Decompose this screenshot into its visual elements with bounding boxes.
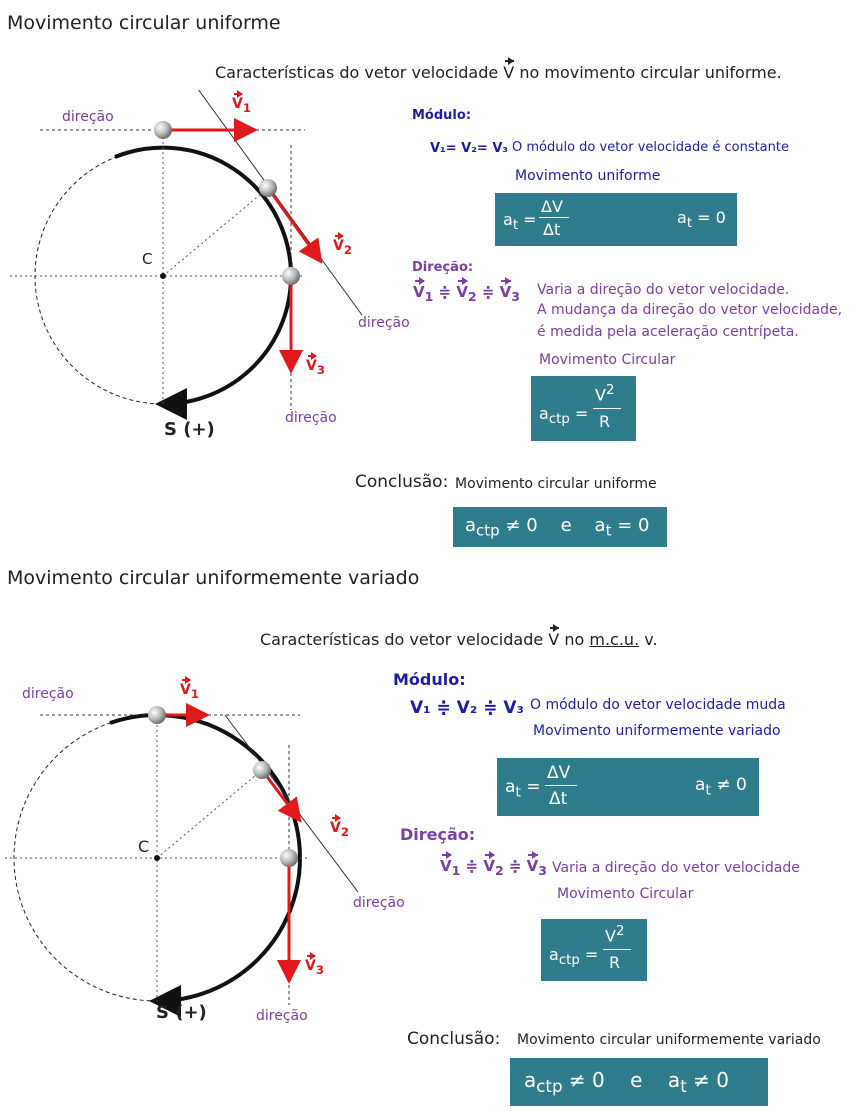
- direcao-line2-1: A mudança da direção do vetor velocidade,: [537, 302, 843, 318]
- radius-line: [163, 188, 268, 276]
- modulo-text-1: O módulo do vetor velocidade é constante: [512, 140, 789, 155]
- radius-line: [157, 770, 262, 858]
- direcao-type-1: Movimento Circular: [539, 352, 676, 368]
- section2-subtitle: Características do vetor velocidade V no m.c.u. v.: [260, 630, 658, 649]
- modulo-heading-2: Módulo:: [393, 670, 466, 689]
- velocity-arrow-2: [268, 188, 319, 259]
- conclusao-text-1: Movimento circular uniforme: [455, 476, 657, 492]
- direcao-equation-2: $V_1$ ≑ $V_2$ ≑ $V_3$: [440, 857, 547, 878]
- v3-label-2: $V_3$: [305, 958, 324, 977]
- modulo-type-2: Movimento uniformemente variado: [533, 723, 781, 739]
- sphere-icon: [253, 761, 271, 779]
- modulo-equation-2: V₁ ≑ V₂ ≑ V₃: [410, 698, 524, 718]
- direction-label-3: direção: [285, 410, 337, 426]
- tangential-accel-box-1: $a_t$ = ΔV Δt $a_t = 0$: [495, 193, 737, 246]
- sphere-icon: [154, 121, 172, 139]
- v2-label-2: $V_2$: [330, 820, 349, 839]
- modulo-heading-1: Módulo:: [412, 108, 472, 123]
- modulo-equation-1: V₁= V₂= V₃: [430, 141, 509, 156]
- conclusion-box-1: $a_{ctp} \ne 0$ e $a_t = 0$: [453, 507, 667, 547]
- subtitle-text: Características do vetor velocidade: [215, 63, 499, 82]
- v3-label: $V_3$: [306, 358, 325, 377]
- v1-label-2: $V_1$: [180, 682, 199, 701]
- modulo-text-2: O módulo do vetor velocidade muda: [530, 697, 786, 713]
- direction-label-2-3: direção: [256, 1008, 308, 1024]
- sphere-icon: [259, 179, 277, 197]
- direction-label-1: direção: [62, 109, 114, 125]
- velocity-arrow-2: [262, 770, 298, 818]
- direction-label-2-1: direção: [22, 686, 74, 702]
- section2-title: Movimento circular uniformemente variado: [7, 567, 420, 589]
- center-label-2: C: [138, 837, 150, 856]
- conclusion-box-2: $a_{ctp} \ne 0$ e $a_t \ne 0$: [510, 1058, 768, 1106]
- circle-diagram-1: [0, 90, 420, 470]
- centripetal-accel-box-2: $a_{ctp}$ = $V^2$ R: [541, 919, 647, 981]
- circle-diagram-2: [0, 660, 420, 1040]
- direcao-heading-1: Direção:: [412, 260, 474, 275]
- s-positive-label-2: S (+): [156, 1002, 207, 1023]
- sphere-icon: [282, 267, 300, 285]
- v2-label: $V_2$: [333, 238, 352, 257]
- vector-v-symbol: V: [503, 63, 515, 82]
- centripetal-accel-box-1: $a_{ctp}$ = $V^2$ R: [531, 376, 636, 441]
- center-point: [160, 273, 166, 279]
- center-point: [154, 855, 160, 861]
- section1-subtitle: [215, 63, 782, 82]
- direction-label-2: direção: [358, 315, 410, 331]
- modulo-type-1: Movimento uniforme: [515, 168, 661, 184]
- direction-label-2-2: direção: [353, 895, 405, 911]
- subtitle-tail: no movimento circular uniforme.: [519, 63, 782, 82]
- direcao-line3-1: é medida pela aceleração centrípeta.: [537, 324, 799, 340]
- direcao-equation-1: $V_1$ ≑ $V_2$ ≑ $V_3$: [413, 283, 520, 304]
- s-positive-label: S (+): [164, 419, 215, 440]
- tangential-accel-box-2: $a_t$ = ΔV Δt $a_t \ne 0$: [497, 758, 759, 816]
- sphere-icon: [280, 849, 298, 867]
- center-label: C: [142, 250, 153, 268]
- sphere-icon: [148, 706, 166, 724]
- direcao-line1-2: Varia a direção do vetor velocidade: [552, 860, 800, 876]
- section1-title: Movimento circular uniforme: [7, 12, 281, 34]
- v1-label: $V_1$: [232, 96, 251, 115]
- conclusao-text-2: Movimento circular uniformemente variado: [517, 1032, 821, 1048]
- direcao-type-2: Movimento Circular: [557, 886, 694, 902]
- direcao-heading-2: Direção:: [400, 825, 476, 844]
- conclusao-label-1: Conclusão:: [355, 472, 449, 492]
- conclusao-label-2: Conclusão:: [407, 1029, 501, 1049]
- direcao-line1-1: Varia a direção do vetor velocidade.: [537, 282, 790, 298]
